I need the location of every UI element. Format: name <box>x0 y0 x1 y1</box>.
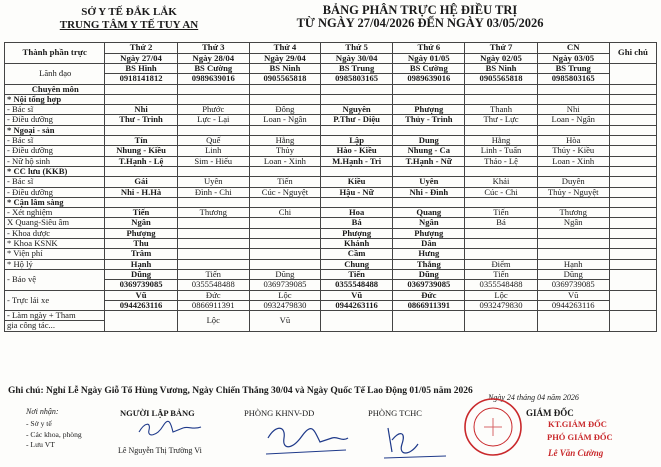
preparer-title: NGƯỜI LẬP BẢNG <box>120 408 195 418</box>
table-cell <box>609 84 656 94</box>
table-cell: Nhi - H.Hà <box>105 187 177 197</box>
table-cell: Ngân <box>393 218 465 228</box>
note-cell <box>609 218 656 228</box>
table-cell: BS Ninh <box>465 64 537 74</box>
row-label: - Nữ hộ sinh <box>5 156 105 166</box>
table-cell: Dũng <box>105 269 177 279</box>
table-cell <box>321 125 393 135</box>
note-cell <box>609 64 656 85</box>
table-cell: Nhi - Đình <box>393 187 465 197</box>
table-cell: Phượng <box>321 228 393 238</box>
table-cell: Vũ <box>321 290 393 300</box>
phone-cell: 0866911391 <box>177 300 249 310</box>
table-cell: BS Cường <box>177 64 249 74</box>
note-cell <box>609 187 656 197</box>
table-cell: Hằng <box>465 136 537 146</box>
table-cell <box>537 311 609 332</box>
phone-cell: 0989639016 <box>177 74 249 84</box>
note-cell <box>609 311 656 332</box>
table-row <box>5 290 657 300</box>
table-cell: Nhi <box>105 105 177 115</box>
phone-cell: 0355548488 <box>177 280 249 290</box>
table-cell: Loan - Ngân <box>249 115 320 125</box>
table-cell <box>609 94 656 104</box>
table-cell: Phước <box>177 105 249 115</box>
table-cell: Ngân <box>537 218 609 228</box>
table-cell <box>537 239 609 249</box>
director-title: GIÁM ĐỐC <box>526 408 574 418</box>
date-header: Ngày 02/05 <box>465 53 537 64</box>
table-cell <box>177 197 249 207</box>
table-cell: Lực - Lại <box>177 115 249 125</box>
table-cell <box>393 166 465 176</box>
date-header: Ngày 30/04 <box>321 53 393 64</box>
table-cell: Lộc <box>249 290 320 300</box>
tchc-dept-title: PHÒNG TCHC <box>368 408 422 418</box>
table-cell: Hòa <box>537 136 609 146</box>
table-row <box>5 239 657 249</box>
title-line-1: BẢNG PHÂN TRỰC HỆ ĐIỀU TRỊ <box>322 3 518 17</box>
day-header: Thứ 5 <box>321 43 393 54</box>
table-cell: Vũ <box>105 290 177 300</box>
phone-cell: 0932479830 <box>465 300 537 310</box>
table-row <box>5 311 657 321</box>
row-label: - Xét nghiệm <box>5 208 105 218</box>
table-cell: Hậu - Nữ <box>321 187 393 197</box>
phone-cell: 0985803165 <box>321 74 393 84</box>
table-cell: BS Cường <box>393 64 465 74</box>
row-label: - Điều dưỡng <box>5 115 105 125</box>
table-row <box>5 187 657 197</box>
table-cell: Kiều <box>321 177 393 187</box>
recipients-title: Nơi nhận: <box>26 407 59 416</box>
note-cell <box>609 146 656 156</box>
table-cell: Tiến <box>465 208 537 218</box>
table-cell: Loan - Xinh <box>249 156 320 166</box>
table-cell: Dũng <box>249 269 320 279</box>
table-cell: Phượng <box>393 105 465 115</box>
table-cell <box>249 239 320 249</box>
phone-cell: 0932479830 <box>249 300 320 310</box>
phone-cell: 0905565818 <box>465 74 537 84</box>
recipient-item: - Lưu VT <box>26 440 55 449</box>
phone-cell: 0944263116 <box>321 300 393 310</box>
table-cell <box>393 311 465 332</box>
table-cell: Linh <box>177 146 249 156</box>
row-label: - Bác sĩ <box>5 105 105 115</box>
table-row <box>5 218 657 228</box>
phone-cell: 0918141812 <box>105 74 177 84</box>
table-cell: Uyên <box>393 177 465 187</box>
table-cell <box>537 125 609 135</box>
table-cell: Bá <box>321 218 393 228</box>
table-cell <box>177 125 249 135</box>
table-cell: Tiến <box>105 208 177 218</box>
day-header: CN <box>537 43 609 54</box>
date-header: Ngày 29/04 <box>249 53 320 64</box>
table-cell <box>321 94 393 104</box>
table-cell: Thương <box>177 208 249 218</box>
table-cell: Hằng <box>249 136 320 146</box>
table-cell <box>537 249 609 259</box>
table-row <box>5 208 657 218</box>
deputy-director-label: PHÓ GIÁM ĐỐC <box>547 432 613 442</box>
table-cell: Hào - Kiều <box>321 146 393 156</box>
table-cell: Tiến <box>465 269 537 279</box>
table-cell <box>105 94 177 104</box>
signing-date: Ngày 24 tháng 04 năm 2026 <box>488 393 579 402</box>
date-header: Ngày 28/04 <box>177 53 249 64</box>
table-cell: Cúc - Nguyệt <box>249 187 320 197</box>
table-row <box>5 115 657 125</box>
table-cell: Chung <box>321 259 393 269</box>
table-cell: Gái <box>105 177 177 187</box>
phone-cell: 0355548488 <box>465 280 537 290</box>
table-cell: Đức <box>177 290 249 300</box>
table-row <box>5 146 657 156</box>
table-cell <box>465 249 537 259</box>
table-cell <box>537 94 609 104</box>
table-cell <box>177 84 249 94</box>
table-cell: Dung <box>393 136 465 146</box>
table-cell <box>537 228 609 238</box>
table-cell: Bá <box>465 218 537 228</box>
table-row <box>5 269 657 279</box>
tchc-dept-signature <box>380 422 450 462</box>
table-cell <box>105 125 177 135</box>
table-row <box>5 64 657 74</box>
phone-cell: 0369739085 <box>393 280 465 290</box>
table-cell: Thủy - Trinh <box>393 115 465 125</box>
table-cell: Thủy <box>249 146 320 156</box>
table-row <box>5 166 657 176</box>
table-cell: T.Hạnh - Nữ <box>393 156 465 166</box>
table-cell <box>609 197 656 207</box>
table-cell: Điểm <box>465 259 537 269</box>
day-header: Thứ 3 <box>177 43 249 54</box>
table-cell <box>393 94 465 104</box>
section-label: * Ngoại - sản <box>5 125 105 135</box>
table-cell: Thu <box>105 239 177 249</box>
table-cell: Loan - Ngân <box>537 115 609 125</box>
table-cell: Dân <box>393 239 465 249</box>
table-cell: Thương <box>537 208 609 218</box>
date-header: Ngày 27/04 <box>105 53 177 64</box>
row-label: X Quang-Siêu âm <box>5 218 105 228</box>
table-cell: BS Trung <box>537 64 609 74</box>
note-cell <box>609 228 656 238</box>
table-cell <box>249 166 320 176</box>
table-cell: Thắng <box>393 259 465 269</box>
table-row <box>5 84 657 94</box>
table-cell: Tiến <box>321 269 393 279</box>
table-row <box>5 105 657 115</box>
table-cell <box>249 125 320 135</box>
section-label: Chuyên môn <box>5 84 105 94</box>
row-label: - Bác sĩ <box>5 136 105 146</box>
section-label: * Cận lâm sàng <box>5 197 105 207</box>
table-cell: Khải <box>465 177 537 187</box>
document-title <box>255 4 585 30</box>
org-header <box>4 6 254 32</box>
table-cell <box>465 166 537 176</box>
table-cell <box>393 125 465 135</box>
table-cell <box>393 84 465 94</box>
table-cell: Vũ <box>537 290 609 300</box>
table-cell: Linh - Tuấn <box>465 146 537 156</box>
director-name: Lê Văn Cường <box>548 448 604 458</box>
table-row <box>5 228 657 238</box>
table-cell: BS Hinh <box>105 64 177 74</box>
table-cell <box>105 197 177 207</box>
roster-body <box>5 43 657 332</box>
note-cell <box>609 269 656 290</box>
note-cell <box>609 259 656 269</box>
table-row <box>5 249 657 259</box>
table-cell: Phượng <box>105 228 177 238</box>
table-cell: Hoa <box>321 208 393 218</box>
table-cell <box>465 125 537 135</box>
recipients-list <box>26 419 82 451</box>
table-cell: Quế <box>177 136 249 146</box>
phone-cell: 0944263116 <box>537 300 609 310</box>
org-line-2: TRUNG TÂM Y TẾ TUY AN <box>59 19 199 31</box>
table-cell: Uyên <box>177 177 249 187</box>
phone-cell: 0866911391 <box>393 300 465 310</box>
table-cell: Loan - Xinh <box>537 156 609 166</box>
row-label: - Trực lái xe <box>5 290 105 311</box>
holiday-note: Ghi chú: Nghỉ Lễ Ngày Giỗ Tổ Hùng Vương, Ngày Chiến Thắng 30/04 và Ngày Quốc Tế Lao Động 01/05 năm 2026 <box>8 386 473 396</box>
table-cell <box>177 94 249 104</box>
table-cell <box>321 166 393 176</box>
table-cell <box>249 84 320 94</box>
table-cell: BS Ninh <box>249 64 320 74</box>
day-header: Thứ 7 <box>465 43 537 54</box>
table-row <box>5 94 657 104</box>
day-header: Thứ 2 <box>105 43 177 54</box>
table-cell: Sim - Hiếu <box>177 156 249 166</box>
table-cell <box>537 166 609 176</box>
table-cell <box>249 228 320 238</box>
table-cell: Thủy - Kiều <box>537 146 609 156</box>
table-cell: Thư - Trinh <box>105 115 177 125</box>
row-label: * Khoa KSNK <box>5 239 105 249</box>
table-cell: BS Trung <box>321 64 393 74</box>
table-cell: M.Hạnh - Tri <box>321 156 393 166</box>
khnv-dept-signature <box>262 420 352 462</box>
table-cell <box>177 259 249 269</box>
table-cell: Hạnh <box>537 259 609 269</box>
table-cell <box>321 197 393 207</box>
note-cell <box>609 177 656 187</box>
table-cell: Tín <box>105 136 177 146</box>
table-cell <box>177 218 249 228</box>
table-cell: Lập <box>321 136 393 146</box>
day-header: Thứ 6 <box>393 43 465 54</box>
table-cell: Tiến <box>249 177 320 187</box>
table-cell <box>537 84 609 94</box>
org-line-1: SỞ Y TẾ ĐẮK LẮK <box>81 6 177 18</box>
note-cell <box>609 208 656 218</box>
table-cell <box>249 94 320 104</box>
table-row <box>5 177 657 187</box>
table-cell <box>177 228 249 238</box>
day-header: Thứ 4 <box>249 43 320 54</box>
table-row <box>5 136 657 146</box>
table-cell <box>177 249 249 259</box>
header-row <box>5 43 657 54</box>
row-label: * Hộ lý <box>5 259 105 269</box>
phone-cell: 0355548488 <box>321 280 393 290</box>
row-label: Lãnh đạo <box>5 64 105 85</box>
table-cell <box>537 197 609 207</box>
recipient-item: - Các khoa, phòng <box>26 429 82 439</box>
table-cell: Ngân <box>105 218 177 228</box>
table-cell <box>249 249 320 259</box>
note-cell <box>609 249 656 259</box>
table-cell: Nhi <box>537 105 609 115</box>
table-cell: Hưng <box>393 249 465 259</box>
table-cell <box>177 166 249 176</box>
table-cell: Đình - Chi <box>177 187 249 197</box>
table-cell: Nhung - Kiều <box>105 146 177 156</box>
table-row <box>5 125 657 135</box>
table-cell <box>393 197 465 207</box>
acting-director-label: KT.GIÁM ĐỐC <box>548 419 607 429</box>
table-cell: Tiến <box>177 269 249 279</box>
table-cell: Nhung - Ca <box>393 146 465 156</box>
table-cell <box>609 166 656 176</box>
recipient-item: - Sở y tế <box>26 419 52 428</box>
table-cell: P.Thư - Diệu <box>321 115 393 125</box>
row-label: - Điều dưỡng <box>5 187 105 197</box>
table-row <box>5 259 657 269</box>
row-label: - Khoa dược <box>5 228 105 238</box>
table-row <box>5 197 657 207</box>
table-cell <box>105 311 177 332</box>
table-cell: Duyên <box>537 177 609 187</box>
preparer-signature <box>135 418 205 440</box>
table-cell: Nguyên <box>321 105 393 115</box>
note-cell <box>609 156 656 166</box>
table-cell <box>321 84 393 94</box>
table-cell <box>465 239 537 249</box>
table-cell: Thảo - Lệ <box>465 156 537 166</box>
table-cell <box>465 197 537 207</box>
row-label: - Bác sĩ <box>5 177 105 187</box>
table-cell: Lộc <box>465 290 537 300</box>
table-cell: Thủy - Nguyệt <box>537 187 609 197</box>
table-cell: T.Hạnh - Lệ <box>105 156 177 166</box>
table-cell: Vũ <box>249 311 320 332</box>
table-cell: Dũng <box>393 269 465 279</box>
duty-roster-table <box>4 42 657 332</box>
table-cell: Hạnh <box>105 259 177 269</box>
table-cell <box>465 94 537 104</box>
table-cell: Quang <box>393 208 465 218</box>
row-label: - Bảo vệ <box>5 269 105 290</box>
section-label: * CC lưu (KKB) <box>5 166 105 176</box>
row-label: - Điều dưỡng <box>5 146 105 156</box>
preparer-name: Lê Nguyễn Thị Trường Vi <box>118 446 202 455</box>
table-cell: Thanh <box>465 105 537 115</box>
phone-cell: 0989639016 <box>393 74 465 84</box>
table-cell <box>177 239 249 249</box>
note-cell <box>609 105 656 115</box>
table-cell: Cúc - Chi <box>465 187 537 197</box>
section-label: * Nội tổng hợp <box>5 94 105 104</box>
table-cell <box>321 311 393 332</box>
table-cell <box>249 197 320 207</box>
table-cell: Khánh <box>321 239 393 249</box>
table-cell <box>105 84 177 94</box>
table-cell <box>465 311 537 332</box>
table-cell <box>105 166 177 176</box>
row-label: gia công tác... <box>5 321 105 331</box>
row-label: * Viện phí <box>5 249 105 259</box>
note-header: Ghi chú <box>609 43 656 64</box>
date-header: Ngày 01/05 <box>393 53 465 64</box>
table-cell: Thư - Lực <box>465 115 537 125</box>
table-cell <box>609 125 656 135</box>
phone-cell: 0944263116 <box>105 300 177 310</box>
note-cell <box>609 290 656 311</box>
official-stamp-icon <box>462 396 524 458</box>
table-cell: Đức <box>393 290 465 300</box>
column-header: Thành phần trực <box>5 43 105 64</box>
table-row <box>5 156 657 166</box>
table-cell <box>249 218 320 228</box>
table-cell: Lộc <box>177 311 249 332</box>
table-cell <box>465 228 537 238</box>
table-cell: Chi <box>249 208 320 218</box>
phone-cell: 0985803165 <box>537 74 609 84</box>
note-cell <box>609 239 656 249</box>
table-cell: Phượng <box>393 228 465 238</box>
row-label: - Làm ngày + Tham <box>5 311 105 321</box>
phone-cell: 0905565818 <box>249 74 320 84</box>
table-cell: Đông <box>249 105 320 115</box>
title-line-2: TỪ NGÀY 27/04/2026 ĐẾN NGÀY 03/05/2026 <box>296 16 544 30</box>
phone-cell: 0369739085 <box>105 280 177 290</box>
table-cell: Dũng <box>537 269 609 279</box>
table-cell: Cầm <box>321 249 393 259</box>
table-cell: Trâm <box>105 249 177 259</box>
date-header: Ngày 03/05 <box>537 53 609 64</box>
note-cell <box>609 136 656 146</box>
note-cell <box>609 115 656 125</box>
phone-cell: 0369739085 <box>537 280 609 290</box>
table-cell <box>249 259 320 269</box>
table-cell <box>465 84 537 94</box>
phone-cell: 0369739085 <box>249 280 320 290</box>
khnv-dept-title: PHÒNG KHNV-DD <box>244 408 315 418</box>
